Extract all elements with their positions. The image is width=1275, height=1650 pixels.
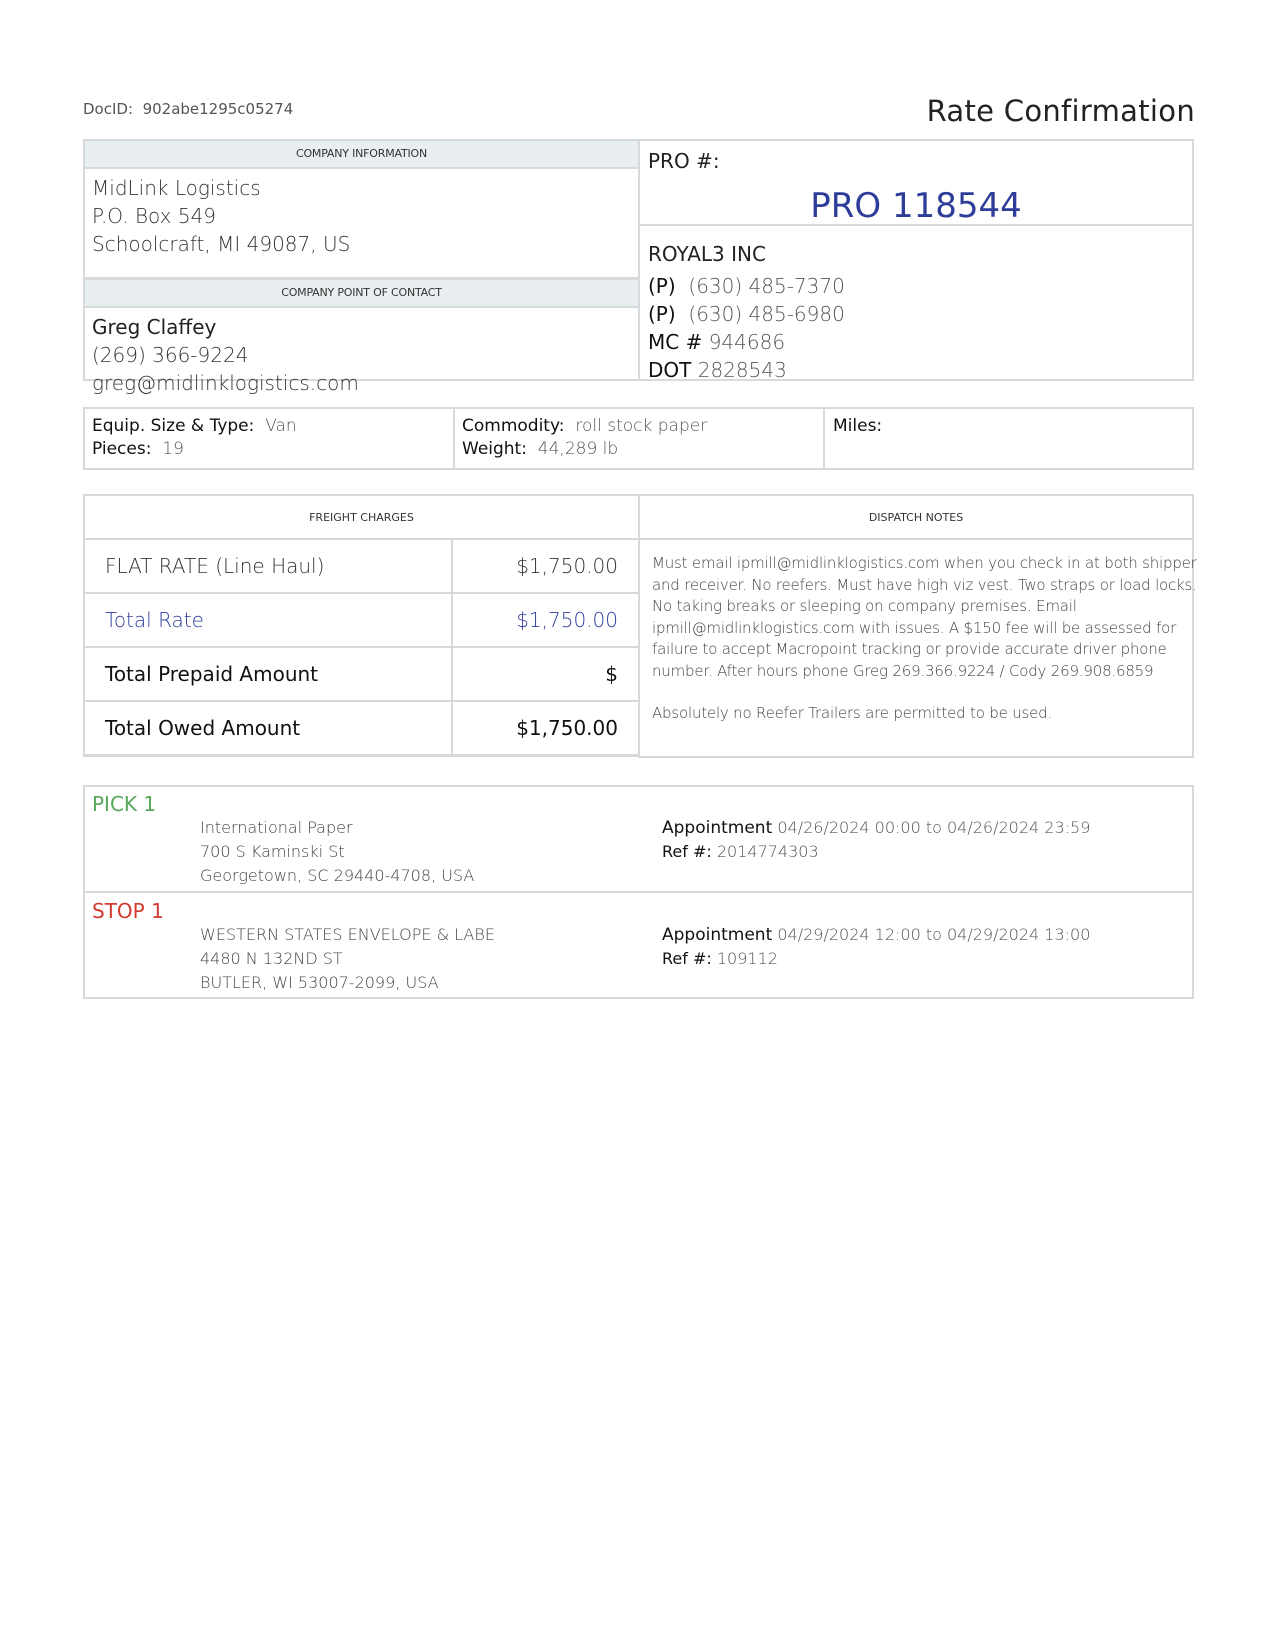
- stop-1-ref-label: Ref #:: [662, 949, 712, 968]
- pick-1-name: International Paper: [200, 818, 353, 837]
- carrier-phone1-value: (630) 485-7370: [688, 274, 845, 298]
- weight-label: Weight:: [462, 439, 527, 459]
- dispatch-note-line: ipmill@midlinklogistics.com with issues. A $150 fee will be assessed for: [652, 618, 1177, 637]
- stop-1-address1: 4480 N 132ND ST: [200, 949, 343, 968]
- weight-value: 44,289 lb: [537, 439, 619, 459]
- company-info-header: COMPANY INFORMATION: [83, 139, 640, 169]
- pieces-value: 19: [162, 439, 184, 459]
- pick-1-address1: 700 S Kaminski St: [200, 842, 345, 861]
- pick-1-appointment-label: Appointment: [662, 818, 773, 838]
- dispatch-notes-header: DISPATCH NOTES: [868, 511, 964, 524]
- total-owed-label: Total Owed Amount: [105, 716, 301, 740]
- pick-1-ref-value: 2014774303: [716, 842, 819, 861]
- stop-1-appointment-label: Appointment: [662, 925, 773, 945]
- total-rate-amount: $1,750.00: [516, 608, 618, 632]
- stop-1-appointment: [662, 925, 1090, 945]
- stop-1-title: STOP 1: [92, 899, 164, 923]
- company-address1: P.O. Box 549: [92, 204, 217, 228]
- carrier-phone2-value: (630) 485-6980: [688, 302, 845, 326]
- carrier-mc-value: 944686: [708, 330, 786, 354]
- contact-phone: (269) 366-9224: [92, 343, 249, 367]
- pick-1-ref: [662, 842, 819, 861]
- stop-1-name: WESTERN STATES ENVELOPE & LABE: [200, 925, 495, 944]
- carrier-phone1-label: (P): [648, 274, 676, 298]
- doc-id: [83, 100, 293, 118]
- pro-label: PRO #:: [648, 149, 720, 173]
- total-rate-label: Total Rate: [105, 608, 204, 632]
- carrier-dot-value: 2828543: [697, 358, 787, 382]
- pieces-line: [92, 439, 184, 459]
- equipment-label: Equip. Size & Type:: [92, 416, 255, 436]
- carrier-mc: [648, 330, 785, 354]
- total-prepaid-label: Total Prepaid Amount: [105, 662, 319, 686]
- equipment-value: Van: [265, 416, 297, 436]
- freight-row-1-label: FLAT RATE (Line Haul): [105, 554, 325, 578]
- doc-id-label: DocID:: [83, 100, 134, 118]
- pick-1-ref-label: Ref #:: [662, 842, 712, 861]
- dispatch-note-line: No taking breaks or sleeping on company premises. Email: [652, 597, 1077, 615]
- carrier-dot-label: DOT: [648, 358, 692, 382]
- dispatch-note-secondary: Absolutely no Reefer Trailers are permitted to be used.: [652, 704, 1053, 722]
- stop-1-ref-value: 109112: [716, 949, 778, 968]
- contact-header: COMPANY POINT OF CONTACT: [83, 278, 640, 308]
- carrier-dot: [648, 358, 787, 382]
- stop-1-address2: BUTLER, WI 53007-2099, USA: [200, 973, 439, 992]
- total-prepaid-amount: $: [605, 662, 618, 686]
- commodity-value: roll stock paper: [575, 416, 708, 436]
- pick-1-appointment-value: 04/26/2024 00:00 to 04/26/2024 23:59: [777, 818, 1091, 837]
- carrier-phone2-label: (P): [648, 302, 676, 326]
- doc-id-value: 902abe1295c05274: [142, 100, 294, 118]
- commodity-line: [462, 416, 707, 436]
- carrier-phone2: [648, 302, 845, 326]
- contact-email: greg@midlinklogistics.com: [92, 371, 359, 395]
- dispatch-note-line: number. After hours phone Greg 269.366.9224 / Cody 269.908.6859: [652, 661, 1154, 680]
- dispatch-note-line: failure to accept Macropoint tracking or provide accurate driver phone: [652, 640, 1167, 658]
- equipment-line: [92, 416, 297, 436]
- dispatch-note-line: and receiver. No reefers. Must have high viz vest. Two straps or load locks.: [652, 575, 1197, 594]
- commodity-label: Commodity:: [462, 416, 565, 436]
- freight-charges-header: FREIGHT CHARGES: [309, 511, 414, 524]
- carrier-mc-label: MC #: [648, 330, 703, 354]
- pieces-label: Pieces:: [92, 439, 152, 459]
- stop-1-appointment-value: 04/29/2024 12:00 to 04/29/2024 13:00: [777, 925, 1091, 944]
- company-name: MidLink Logistics: [92, 176, 261, 200]
- carrier-name: ROYAL3 INC: [648, 242, 766, 266]
- company-address2: Schoolcraft, MI 49087, US: [92, 232, 351, 256]
- total-owed-amount: $1,750.00: [516, 716, 618, 740]
- dispatch-notes-text: [652, 553, 1197, 725]
- freight-row-1-amount: $1,750.00: [516, 554, 618, 578]
- pick-1-title: PICK 1: [92, 792, 157, 816]
- pick-1-appointment: [662, 818, 1090, 838]
- pro-number: PRO 118544: [810, 186, 1022, 226]
- weight-line: [462, 439, 618, 459]
- dispatch-note-line: Must email ipmill@midlinklogistics.com when you check in at both shipper: [652, 554, 1197, 572]
- pick-1-address2: Georgetown, SC 29440-4708, USA: [200, 866, 475, 885]
- miles-label: Miles:: [833, 416, 883, 436]
- page-title: Rate Confirmation: [926, 94, 1195, 128]
- freight-bottom-rule: [83, 754, 640, 757]
- stop-1-ref: [662, 949, 778, 968]
- carrier-phone1: [648, 274, 845, 298]
- contact-name: Greg Claffey: [92, 315, 217, 339]
